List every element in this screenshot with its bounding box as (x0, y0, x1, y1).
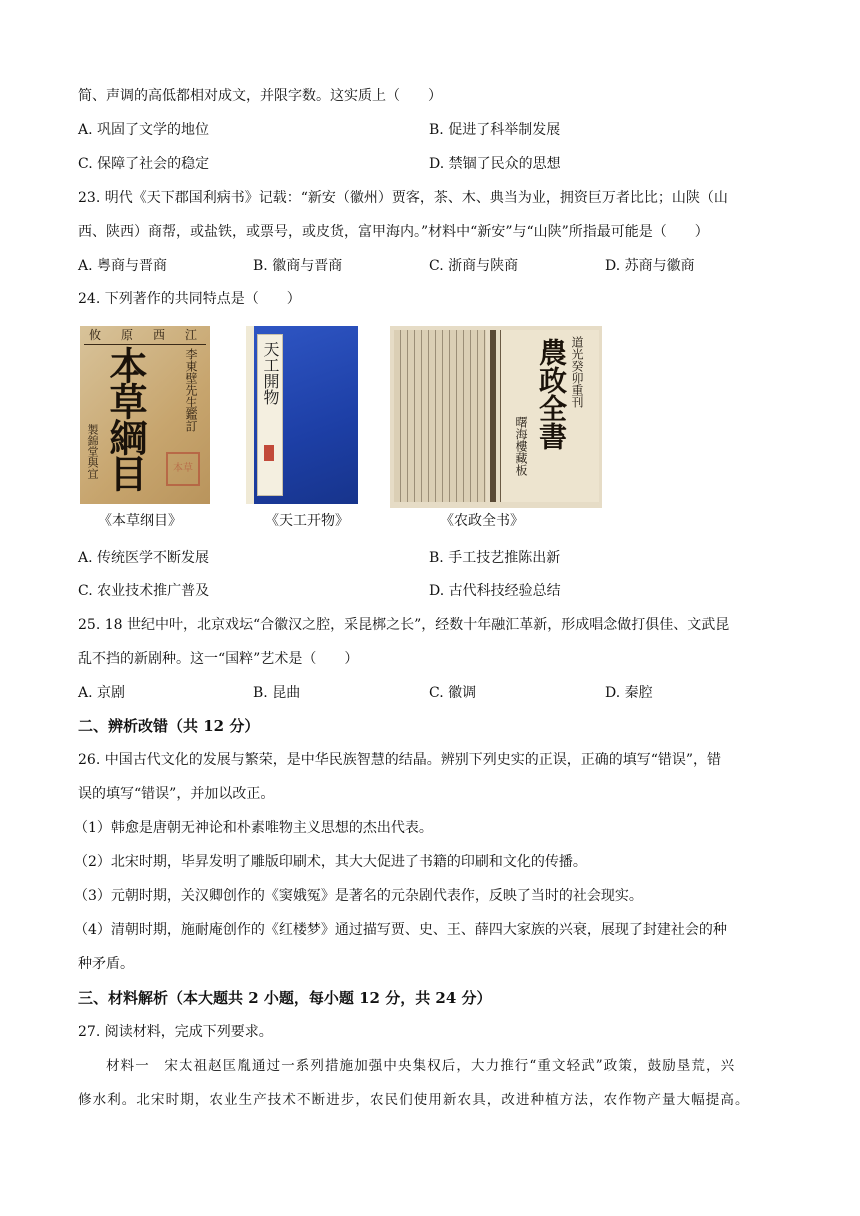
caption-bencao: 《本草纲目》 (98, 513, 182, 529)
q24-stem: 24. 下列著作的共同特点是（ ） (78, 291, 301, 307)
q26-item-4: （4）清朝时期，施耐庵创作的《红楼梦》通过描写贾、史、王、薛四大家族的兴衰，展现了封建社会的种 (74, 922, 727, 938)
bencao-left-text: 製錦堂與宜 (86, 424, 99, 479)
bencao-seal-stamp: 本草 (166, 452, 200, 486)
q26-item-4-continued: 种矛盾。 (78, 956, 134, 972)
nongzheng-text-page (394, 330, 486, 502)
tiangong-title-label (257, 334, 283, 496)
q22-stem-tail: 简、声调的高低都相对成文，并限字数。这实质上（ ） (78, 88, 442, 104)
nongzheng-title: 農政全書 (535, 338, 568, 450)
q22-option-b: B. 促进了科举制发展 (429, 122, 561, 138)
q24-option-c: C. 农业技术推广普及 (78, 583, 210, 599)
q26-item-2: （2）北宋时期，毕昇发明了雕版印刷术，其大大促进了书籍的印刷和文化的传播。 (74, 854, 587, 870)
q22-option-d: D. 禁锢了民众的思想 (429, 156, 561, 172)
tiangong-title: 天工開物 (261, 341, 280, 405)
caption-tiangong: 《天工开物》 (265, 513, 349, 529)
q25-stem-line2: 乱不挡的新剧种。这一“国粹”艺术是（ ） (78, 651, 359, 667)
section-2-title: 二、辨析改错（共 12 分） (78, 717, 260, 735)
q25-option-a: A. 京剧 (78, 685, 126, 701)
q25-option-d: D. 秦腔 (605, 685, 653, 701)
nongzheng-side-left: 曙海樓藏板 (514, 416, 528, 476)
q24-option-d: D. 古代科技经验总结 (429, 583, 561, 599)
q23-stem-line1: 23. 明代《天下郡国利病书》记载：“新安（徽州）贾客，茶、木、典当为业，拥资巨万者比比；山陕（山 (78, 190, 728, 206)
nongzheng-title-page (500, 330, 599, 502)
tiangong-kaiwu-cover-image (246, 326, 358, 504)
section-3-title: 三、材料解析（本大题共 2 小题，每小题 12 分，共 24 分） (78, 989, 492, 1007)
q23-option-c: C. 浙商与陕商 (429, 258, 519, 274)
q22-option-a: A. 巩固了文学的地位 (78, 122, 210, 138)
q27-stem: 27. 阅读材料，完成下列要求。 (78, 1024, 273, 1040)
bencao-gangmu-cover-image (80, 326, 210, 504)
q23-stem-line2: 西、陕西）商帮，或盐铁，或票号，或皮货，富甲海内。”材料中“新安”与“山陕”所指最可能是（ ） (78, 224, 709, 240)
q26-stem-line1: 26. 中国古代文化的发展与繁荣，是中华民族智慧的结晶。辨别下列史实的正误，正确的填写“错误”，错 (78, 752, 722, 768)
bencao-title: 本草綱目 (103, 346, 148, 490)
bencao-rule (84, 344, 206, 345)
q25-option-c: C. 徽调 (429, 685, 477, 701)
q25-stem-line1: 25. 18 世纪中叶，北京戏坛“合徽汉之腔，采昆梆之长”，经数十年融汇革新，形成唱念做打俱佳、文武昆 (78, 617, 730, 633)
q23-option-d: D. 苏商与徽商 (605, 258, 695, 274)
q24-option-a: A. 传统医学不断发展 (78, 550, 210, 566)
caption-nongzheng: 《农政全书》 (440, 513, 524, 529)
nongzheng-side-right: 道光癸卯重刊 (570, 336, 584, 408)
tiangong-binding (246, 326, 254, 504)
material-1-line1: 材料一 宋太祖赵匡胤通过一系列措施加强中央集权后，大力推行“重文轻武”政策，鼓励垦荒，兴 (106, 1058, 736, 1074)
bencao-side-text: 李東壁先生鑑訂 (184, 348, 198, 432)
q26-item-1: （1）韩愈是唐朝无神论和朴素唯物主义思想的杰出代表。 (74, 820, 433, 836)
tiangong-seal (264, 445, 274, 461)
q24-option-b: B. 手工技艺推陈出新 (429, 550, 561, 566)
q23-option-a: A. 粤商与晋商 (78, 258, 168, 274)
bencao-top-text: 攸 原 西 江 (88, 328, 201, 342)
q26-stem-line2: 误的填写“错误”，并加以改正。 (78, 786, 275, 802)
q25-option-b: B. 昆曲 (253, 685, 301, 701)
nongzheng-fold (490, 330, 496, 502)
q23-option-b: B. 徽商与晋商 (253, 258, 343, 274)
material-1-line2: 修水利。北宋时期，农业生产技术不断进步，农民们使用新农具，改进种植方法，农作物产量大幅提高。 (78, 1092, 750, 1108)
q26-item-3: （3）元朝时期，关汉卿创作的《窦娥冤》是著名的元杂剧代表作，反映了当时的社会现实。 (74, 888, 643, 904)
q22-option-c: C. 保障了社会的稳定 (78, 156, 210, 172)
nongzheng-quanshu-image (390, 326, 602, 508)
